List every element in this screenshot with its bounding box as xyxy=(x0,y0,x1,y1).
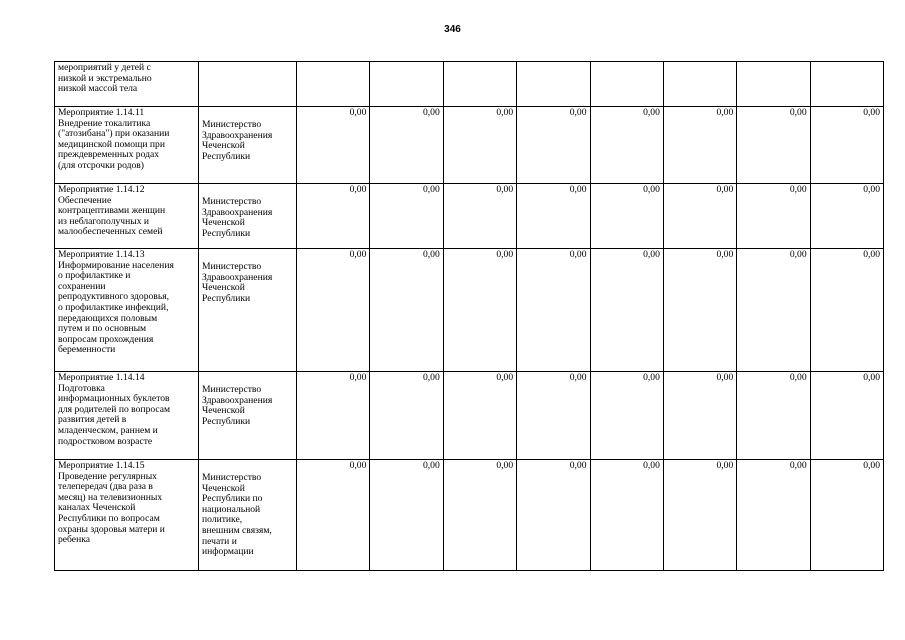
funding-value-cell xyxy=(517,62,590,107)
funding-value-cell xyxy=(810,107,883,184)
table-row xyxy=(55,107,884,184)
executor-name: Министерство Чеченской Республики по национальной политике, внешним связям, печати и информации xyxy=(202,472,272,558)
funding-value: 0,00 xyxy=(789,372,807,383)
funding-value: 0,00 xyxy=(496,372,514,383)
funding-value: 0,00 xyxy=(643,107,660,118)
funding-value: 0,00 xyxy=(422,107,440,118)
funding-value: 0,00 xyxy=(863,460,880,471)
funding-value-cell xyxy=(810,184,883,249)
funding-value-cell xyxy=(443,249,516,372)
measure-name-cell xyxy=(55,107,199,184)
measure-name: Мероприятие 1.14.11 Внедрение токалитика ("атозибана") при оказании медицинской помощи при преждевременных родах (для отсрочки родов) xyxy=(58,107,170,171)
funding-value-cell xyxy=(370,249,443,372)
funding-value-cell xyxy=(663,184,736,249)
funding-value-cell xyxy=(737,107,810,184)
executor-name: Министерство Здравоохранения Чеченской Республики xyxy=(202,196,273,239)
funding-value-cell xyxy=(297,62,370,107)
funding-value: 0,00 xyxy=(569,249,587,260)
funding-value: 0,00 xyxy=(716,249,734,260)
funding-value-cell xyxy=(443,372,516,460)
funding-value-cell xyxy=(370,62,443,107)
funding-value-cell xyxy=(370,460,443,571)
funding-value-cell xyxy=(370,107,443,184)
funding-value: 0,00 xyxy=(422,184,440,195)
funding-value-cell xyxy=(663,62,736,107)
funding-value: 0,00 xyxy=(863,372,880,383)
funding-value: 0,00 xyxy=(863,107,880,118)
measure-name: Мероприятие 1.14.15 Проведение регулярных телепередач (два раза в месяц) на телевизионных каналах Чеченской Республики по вопросам охраны здоровья матери и ребенка xyxy=(58,460,165,546)
funding-value-cell xyxy=(737,249,810,372)
funding-value: 0,00 xyxy=(789,460,807,471)
funding-value: 0,00 xyxy=(643,249,660,260)
executor-cell xyxy=(199,249,297,372)
funding-value-cell xyxy=(737,372,810,460)
funding-value: 0,00 xyxy=(569,107,587,118)
funding-value: 0,00 xyxy=(349,372,367,383)
measure-name: Мероприятие 1.14.12 Обеспечение контрацептивами женщин из неблагополучных и малообеспеченных семей xyxy=(58,184,166,238)
funding-value: 0,00 xyxy=(349,184,367,195)
funding-value-cell xyxy=(663,460,736,571)
funding-value: 0,00 xyxy=(643,460,660,471)
funding-value-cell xyxy=(590,372,663,460)
funding-value-cell xyxy=(663,372,736,460)
funding-value-cell xyxy=(297,460,370,571)
funding-value-cell xyxy=(737,184,810,249)
funding-value-cell xyxy=(517,107,590,184)
funding-value-cell xyxy=(443,460,516,571)
funding-value: 0,00 xyxy=(789,249,807,260)
funding-value-cell xyxy=(297,249,370,372)
measure-name-cell xyxy=(55,372,199,460)
executor-name: Министерство Здравоохранения Чеченской Республики xyxy=(202,261,273,304)
measure-name: Мероприятие 1.14.14 Подготовка информационных буклетов для родителей по вопросам развития детей в младенческом, раннем и подростковом возрасте xyxy=(58,372,171,447)
funding-value-cell xyxy=(810,460,883,571)
funding-value: 0,00 xyxy=(569,184,587,195)
funding-value-cell xyxy=(737,460,810,571)
funding-value: 0,00 xyxy=(863,184,880,195)
funding-value: 0,00 xyxy=(643,372,660,383)
funding-value-cell xyxy=(810,62,883,107)
funding-value-cell xyxy=(590,62,663,107)
funding-value: 0,00 xyxy=(496,184,514,195)
funding-value: 0,00 xyxy=(789,184,807,195)
funding-value: 0,00 xyxy=(422,372,440,383)
funding-value-cell xyxy=(810,249,883,372)
funding-value-cell xyxy=(590,249,663,372)
program-measures-table xyxy=(54,61,884,571)
funding-value: 0,00 xyxy=(789,107,807,118)
funding-value: 0,00 xyxy=(496,460,514,471)
measure-name-cell xyxy=(55,62,199,107)
funding-value-cell xyxy=(517,460,590,571)
funding-value-cell xyxy=(370,184,443,249)
table-row xyxy=(55,460,884,571)
funding-value-cell xyxy=(517,372,590,460)
funding-value-cell xyxy=(590,184,663,249)
funding-value-cell xyxy=(297,184,370,249)
funding-value: 0,00 xyxy=(496,107,514,118)
funding-value: 0,00 xyxy=(643,184,660,195)
executor-cell xyxy=(199,184,297,249)
funding-value: 0,00 xyxy=(569,372,587,383)
measure-name: мероприятий у детей с низкой и экстремально низкой массой тела xyxy=(58,62,152,95)
funding-value: 0,00 xyxy=(496,249,514,260)
table-row xyxy=(55,372,884,460)
funding-value: 0,00 xyxy=(863,249,880,260)
executor-name: Министерство Здравоохранения Чеченской Республики xyxy=(202,119,273,162)
funding-value-cell xyxy=(590,460,663,571)
table-body xyxy=(55,62,884,571)
table-row xyxy=(55,62,884,107)
executor-cell xyxy=(199,107,297,184)
measure-name-cell xyxy=(55,460,199,571)
funding-value-cell xyxy=(810,372,883,460)
funding-value-cell xyxy=(517,184,590,249)
funding-value: 0,00 xyxy=(422,249,440,260)
funding-value-cell xyxy=(737,62,810,107)
measure-name-cell xyxy=(55,249,199,372)
funding-value-cell xyxy=(297,372,370,460)
funding-value: 0,00 xyxy=(716,107,734,118)
executor-name xyxy=(202,63,293,75)
page-number: 346 xyxy=(444,24,461,35)
funding-value: 0,00 xyxy=(569,460,587,471)
table-row xyxy=(55,249,884,372)
funding-value-cell xyxy=(443,107,516,184)
funding-value: 0,00 xyxy=(716,460,734,471)
funding-value-cell xyxy=(663,249,736,372)
funding-value: 0,00 xyxy=(349,249,367,260)
funding-value-cell xyxy=(297,107,370,184)
executor-cell xyxy=(199,372,297,460)
funding-value: 0,00 xyxy=(716,372,734,383)
funding-value-cell xyxy=(590,107,663,184)
funding-value-cell xyxy=(517,249,590,372)
executor-cell xyxy=(199,62,297,107)
funding-value-cell xyxy=(443,184,516,249)
funding-value: 0,00 xyxy=(349,107,367,118)
funding-value: 0,00 xyxy=(422,460,440,471)
funding-value: 0,00 xyxy=(349,460,367,471)
funding-value-cell xyxy=(663,107,736,184)
executor-cell xyxy=(199,460,297,571)
funding-value-cell xyxy=(370,372,443,460)
measure-name: Мероприятие 1.14.13 Информирование населения о профилактике и сохранении репродуктивного здоровья, о профилактике инфекций, передающихся половым путем и по основным вопросам прохождения беременности xyxy=(58,249,174,356)
table-row xyxy=(55,184,884,249)
funding-value: 0,00 xyxy=(716,184,734,195)
executor-name: Министерство Здравоохранения Чеченской Республики xyxy=(202,384,273,427)
measure-name-cell xyxy=(55,184,199,249)
funding-value-cell xyxy=(443,62,516,107)
